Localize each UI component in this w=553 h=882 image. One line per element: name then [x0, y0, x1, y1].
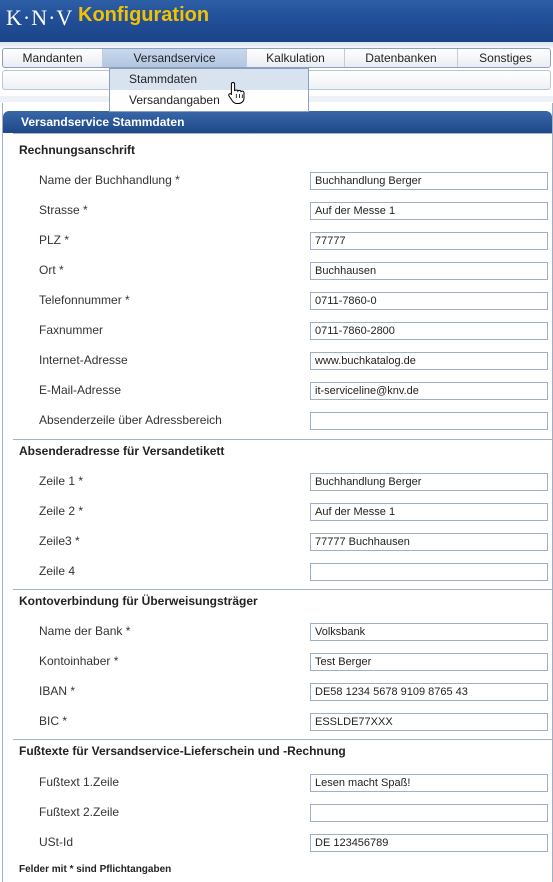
buchhandlung-name-input[interactable] — [310, 172, 548, 190]
panel-title: Versandservice Stammdaten — [3, 111, 552, 133]
knv-logo: K·N·V — [6, 5, 74, 30]
required-fields-note: Felder mit * sind Pflichtangaben — [19, 864, 172, 875]
versandservice-dropdown — [109, 68, 309, 112]
nav-item-sonstiges[interactable]: Sonstiges — [479, 51, 532, 65]
dropdown-item-versandangaben[interactable]: Versandangaben — [129, 93, 220, 107]
zeile2-input[interactable] — [310, 503, 548, 521]
absenderzeile-input[interactable] — [310, 412, 548, 430]
telefon-input[interactable] — [310, 292, 548, 310]
nav-item-kalkulation[interactable]: Kalkulation — [247, 49, 345, 67]
field-label: Zeile3 * — [39, 534, 80, 548]
section-title-fusstexte: Fußtexte für Versandservice-Lieferschein und -Rechnung — [19, 744, 346, 758]
field-label: Internet-Adresse — [39, 353, 128, 367]
kontoinhaber-input[interactable] — [310, 653, 548, 671]
strasse-input[interactable] — [310, 202, 548, 220]
field-label: IBAN * — [39, 684, 76, 698]
field-label: Strasse * — [39, 203, 88, 217]
fusstext2-input[interactable] — [310, 804, 548, 822]
bic-input[interactable] — [310, 713, 548, 731]
iban-input[interactable] — [310, 683, 548, 701]
zeile3-input[interactable] — [310, 533, 548, 551]
stammdaten-panel — [2, 103, 553, 882]
internet-input[interactable] — [310, 352, 548, 370]
field-label: Kontoinhaber * — [39, 654, 119, 668]
email-input[interactable] — [310, 382, 548, 400]
field-label: Ort * — [39, 263, 64, 277]
field-label: Zeile 1 * — [39, 474, 84, 488]
field-label: Faxnummer — [39, 323, 104, 337]
field-label: PLZ * — [39, 233, 70, 247]
section-divider — [13, 739, 552, 740]
field-label: E-Mail-Adresse — [39, 383, 122, 397]
section-title-rechnungsanschrift: Rechnungsanschrift — [19, 143, 136, 157]
nav-item-datenbanken[interactable]: Datenbanken — [345, 49, 458, 67]
field-label: Telefonnummer * — [39, 293, 130, 307]
hand-pointer-icon — [227, 81, 247, 105]
dropdown-item-stammdaten[interactable]: Stammdaten — [110, 69, 308, 90]
app-title: Konfiguration — [78, 4, 210, 26]
ust-id-input[interactable] — [310, 834, 548, 852]
field-label: Name der Bank * — [39, 624, 131, 638]
field-label: BIC * — [39, 714, 68, 728]
field-label: Fußtext 1.Zeile — [39, 775, 120, 789]
section-title-absenderadresse: Absenderadresse für Versandetikett — [19, 444, 225, 458]
field-label: Name der Buchhandlung * — [39, 173, 180, 187]
plz-input[interactable] — [310, 232, 548, 250]
section-divider — [13, 589, 552, 590]
nav-item-versandservice[interactable]: Versandservice — [103, 49, 247, 67]
field-label: Absenderzeile über Adressbereich — [39, 413, 222, 427]
zeile4-input[interactable] — [310, 563, 548, 581]
section-title-kontoverbindung: Kontoverbindung für Überweisungsträger — [19, 594, 258, 608]
field-label: USt-Id — [39, 835, 74, 849]
ort-input[interactable] — [310, 262, 548, 280]
field-label: Fußtext 2.Zeile — [39, 805, 120, 819]
section-divider — [13, 439, 552, 440]
fusstext1-input[interactable] — [310, 774, 548, 792]
main-nav — [2, 48, 551, 68]
zeile1-input[interactable] — [310, 473, 548, 491]
nav-item-mandanten[interactable]: Mandanten — [3, 49, 103, 67]
section-divider — [13, 133, 552, 134]
app-header — [0, 0, 553, 42]
bank-name-input[interactable] — [310, 623, 548, 641]
fax-input[interactable] — [310, 322, 548, 340]
field-label: Zeile 4 — [39, 564, 76, 578]
field-label: Zeile 2 * — [39, 504, 84, 518]
